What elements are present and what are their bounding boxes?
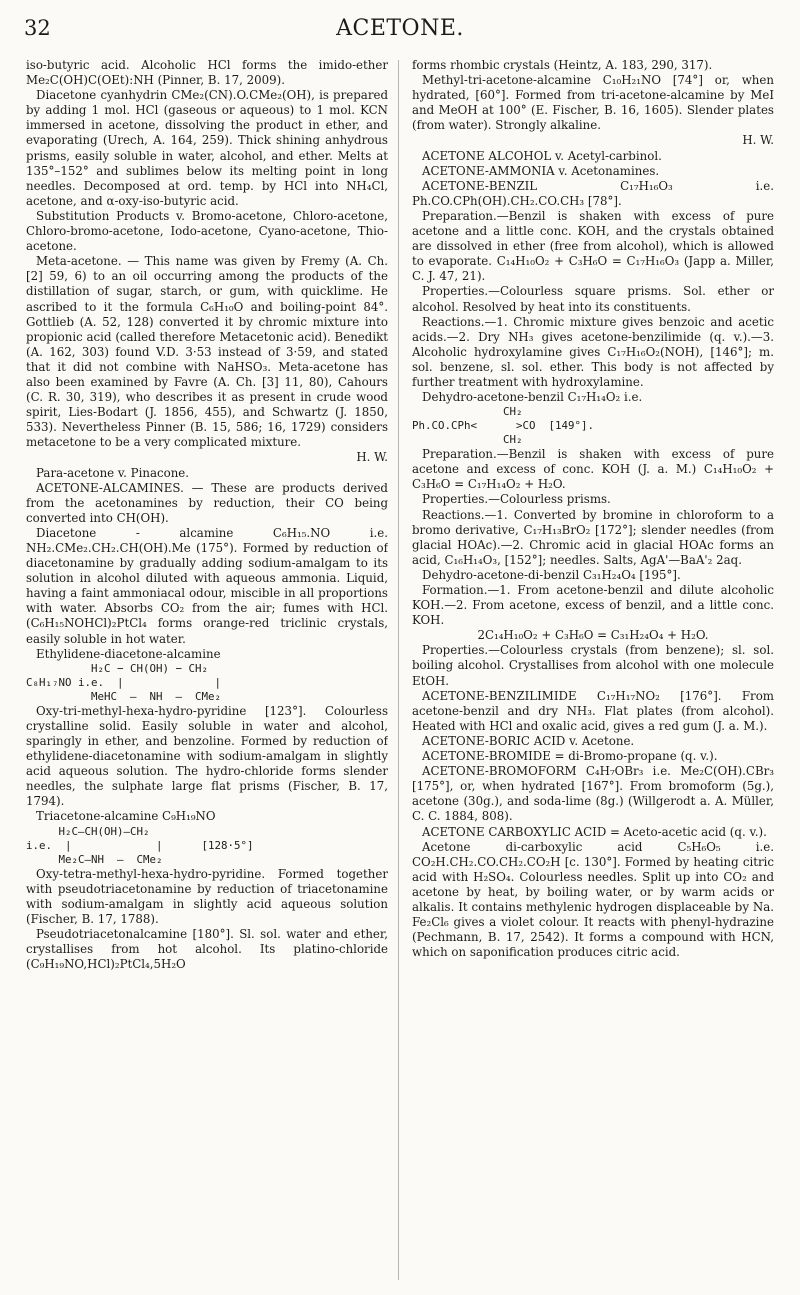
paragraph: Preparation.—Benzil is shaken with excess of pure acetone and a little conc. KOH, and the crystals obtained are dissolved in ether (free from alcohol), which is allowed to evaporate. C₁₄H₁₀O₂ + C₃H₆O = C₁₇H₁₆O₃ (Japp a. Miller, C. J. 47, 21). bbox=[412, 208, 774, 284]
paragraph: Diacetone cyanhydrin CMe₂(CN).O.CMe₂(OH), is prepared by adding 1 mol. HCl (gaseous or aqueous) to 1 mol. KCN immersed in acetone, dissolving the product in ether, and evaporating (Urech, A. 164, 259). Thick shining anhydrous prisms, easily soluble in water, alcohol, and ether. Melts at 135°–152° and sublimes below its melting point in long needles. Decomposed at ord. temp. by HCl into NH₄Cl, acetone, and α-oxy-iso-butyric acid. bbox=[26, 88, 388, 208]
paragraph: Properties.—Colourless crystals (from benzene); sl. sol. boiling alcohol. Crystallises from alcohol with one molecule EtOH. bbox=[412, 643, 774, 688]
paragraph: ACETONE-AMMONIA v. Acetonamines. bbox=[422, 163, 660, 178]
page-header bbox=[24, 16, 776, 50]
paragraph: H₂C − CH(OH) − CH₂ C₈H₁₇NO i.e. | | MeHC — NH — CMe₂ bbox=[26, 661, 222, 703]
paragraph: Oxy-tri-methyl-hexa-hydro-pyridine [123°]. Colourless crystalline solid. Easily soluble in water and alcohol, sparingly in ether, and benzoline. Formed by reduction of ethylidene-diacetonamine with sodium-amalgam in slightly acid aqueous solution. The hydro-chloride forms slender needles, the sulphate large flat prisms (Fischer, B. 17, 1794). bbox=[26, 703, 388, 809]
paragraph: Properties.—Colourless square prisms. Sol. ether or alcohol. Resolved by heat into its constituents. bbox=[412, 284, 774, 314]
page-number: 32 bbox=[24, 16, 51, 40]
paragraph: Oxy-tetra-methyl-hexa-hydro-pyridine. Formed together with pseudotriacetonamine by reduction of triacetonamine with sodium-amalgam in slightly acid aqueous solution (Fischer, B. 17, 1788). bbox=[26, 866, 388, 926]
paragraph: ACETONE-BENZIL C₁₇H₁₆O₃ i.e. Ph.CO.CPh(OH).CH₂.CO.CH₃ [78°]. bbox=[412, 178, 774, 208]
paragraph: forms rhombic crystals (Heintz, A. 183, 290, 317). bbox=[412, 58, 713, 72]
paragraph: Pseudotriacetonalcamine [180°]. Sl. sol. water and ether, crystallises from hot alcohol. Its platino-chloride (C₉H₁₉NO,HCl)₂PtCl₄,5H₂O bbox=[26, 926, 388, 972]
paragraph: Triacetone-alcamine C₉H₁₉NO bbox=[36, 809, 216, 824]
paragraph: Reactions.—1. Chromic mixture gives benzoic and acetic acids.—2. Dry NH₃ gives acetone-benzilimide (q. v.).—3. Alcoholic hydroxylamine gives C₁₇H₁₆O₂(NOH), [146°]; m. sol. benzene, sl. sol. ether. This body is not affected by further treatment with hydroxylamine. bbox=[412, 314, 774, 389]
paragraph: Methyl-tri-acetone-alcamine C₁₀H₂₁NO [74°] or, when hydrated, [60°]. Formed from tri-acetone-alcamine by MeI and MeOH at 100° (E. Fischer, B. 16, 1605). Slender plates (from water). Strongly alkaline. bbox=[412, 73, 774, 133]
paragraph: Formation.—1. From acetone-benzil and dilute alcoholic KOH.—2. From acetone, excess of benzil, and a little conc. KOH. bbox=[412, 583, 774, 628]
paragraph: ACETONE CARBOXYLIC ACID = Aceto-acetic acid (q. v.). bbox=[422, 824, 767, 839]
column-divider bbox=[398, 60, 399, 1280]
paragraph: Ethylidene-diacetone-alcamine bbox=[36, 646, 221, 661]
paragraph: Reactions.—1. Converted by bromine in chloroform to a bromo derivative, C₁₇H₁₃BrO₂ [172°]; slender needles (from glacial HOAc).—2. Chromic acid in glacial HOAc forms an acid, C₁₆H₁₄O₃, [152°]; needles. Salts, AgA'—BaA'₂ 2aq. bbox=[412, 507, 774, 567]
paragraph: Diacetone - alcamine C₆H₁₅.NO i.e. NH₂.CMe₂.CH₂.CH(OH).Me (175°). Formed by reduction of diacetonamine by gradually adding sodium-amalgam to its solution in alcohol diluted with aqueous ammonia. Liquid, having a faint ammoniacal odour, miscible in all proportions with water. Absorbs CO₂ from the air; fumes with HCl. (C₆H₁₅NOHCl)₂PtCl₄ forms orange-red triclinic crystals, easily soluble in hot water. bbox=[26, 525, 388, 646]
paragraph: Meta-acetone. — This name was given by Fremy (A. Ch. [2] 59, 6) to an oil occurring among the products of the distillation of sugar, starch, or gum, with quicklime. He ascribed to it the formula C₆H₁₀O and boiling-point 84°. Gottlieb (A. 52, 128) converted it by chromic mixture into propionic acid (called therefore Metacetonic acid). Benedikt (A. 162, 303) found V.D. 3·53 instead of 3·59, and stated that it did not combine with NaHSO₃. Meta-acetone has also been examined by Favre (A. Ch. [3] 11, 80), Cahours (C. R. 30, 319), who describes it as present in crude wood spirit, Lies-Bodart (J. 1856, 455), and Schwartz (J. 1850, 533). Nevertheless Pinner (B. 15, 586; 16, 1729) considers metacetone to be a very complicated mixture. bbox=[26, 254, 388, 450]
paragraph: Dehydro-acetone-benzil C₁₇H₁₄O₂ i.e. bbox=[422, 390, 643, 405]
running-head: ACETONE. bbox=[336, 16, 464, 41]
paragraph: ACETONE-BENZILIMIDE C₁₇H₁₇NO₂ [176°]. From acetone-benzil and dry NH₃. Flat plates (from alcohol). Heated with HCl and oxalic acid, gives a red gum (J. a. M.). bbox=[412, 688, 774, 733]
paragraph: H₂C—CH(OH)—CH₂ i.e. | | [128·5°] Me₂C—NH — CMe₂ bbox=[26, 824, 254, 866]
paragraph: ACETONE-ALCAMINES. — These are products derived from the acetonamines by reduction, their CO being converted into CH(OH). bbox=[26, 480, 388, 525]
paragraph: CH₂ Ph.CO.CPh< >CO [149°]. CH₂ bbox=[412, 405, 595, 447]
paragraph: Acetone di-carboxylic acid C₅H₆O₅ i.e. CO₂H.CH₂.CO.CH₂.CO₂H [c. 130°]. Formed by heating citric acid with H₂SO₄. Colourless needles. Split up into CO₂ and acetone by heat, by boiling water, or by warm acids or alkalis. It contains methylenic hydrogen displaceable by Na. Fe₂Cl₆ gives a violet colour. It reacts with phenyl-hydrazine (Pechmann, B. 17, 2542). It forms a compound with HCN, which on saponification produces citric acid. bbox=[412, 839, 774, 960]
paragraph: Preparation.—Benzil is shaken with excess of pure acetone and excess of conc. KOH (J. a. M.) C₁₄H₁₀O₂ + C₃H₆O = C₁₇H₁₄O₂ + H₂O. bbox=[412, 447, 774, 492]
paragraph: ACETONE-BROMOFORM C₄H₇OBr₃ i.e. Me₂C(OH).CBr₃ [175°], or, when hydrated [167°]. From bromoform (5g.), acetone (30g.), and soda-lime (8g.) (Willgerodt a. A. Müller, C. C. 1884, 808). bbox=[412, 764, 774, 824]
paragraph: Dehydro-acetone-di-benzil C₃₁H₂₄O₄ [195°]. bbox=[422, 567, 681, 582]
paragraph: Properties.—Colourless prisms. bbox=[422, 492, 611, 507]
paragraph: ACETONE-BORIC ACID v. Acetone. bbox=[422, 733, 635, 748]
paragraph: Para-acetone v. Pinacone. bbox=[36, 465, 190, 480]
right-column bbox=[412, 58, 774, 1283]
paragraph: iso-butyric acid. Alcoholic HCl forms the imido-ether Me₂C(OH)C(OEt):NH (Pinner, B. 17, 2009). bbox=[26, 58, 388, 88]
paragraph: H. W. bbox=[356, 450, 388, 465]
left-column bbox=[26, 58, 388, 1283]
paragraph: ACETONE ALCOHOL v. Acetyl-carbinol. bbox=[422, 148, 662, 163]
paragraph: ACETONE-BROMIDE = di-Bromo-propane (q. v.). bbox=[422, 749, 718, 764]
paragraph: Substitution Products v. Bromo-acetone, Chloro-acetone, Chloro-bromo-acetone, Iodo-acetone, Cyano-acetone, Thio-acetone. bbox=[26, 208, 388, 254]
paragraph: 2C₁₄H₁₀O₂ + C₃H₆O = C₃₁H₂₄O₄ + H₂O. bbox=[477, 628, 709, 643]
paragraph: H. W. bbox=[742, 133, 774, 148]
